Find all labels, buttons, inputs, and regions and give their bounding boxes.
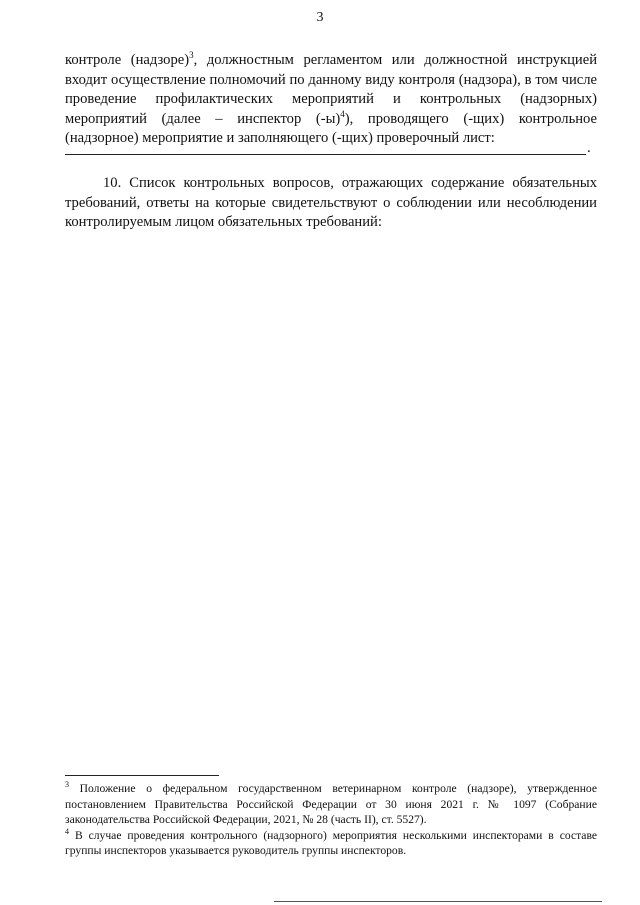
footnote-ref-3: 3 [189, 50, 194, 61]
paragraph-inspector-text-c: ), проводящего (-щих) контрольное (надзорное) мероприятие и заполняющего (-щих) проверочный лист: [65, 110, 597, 146]
paragraph-inspector-text-a: контроле (надзоре) [65, 52, 190, 68]
footnote-3-text: Положение о федеральном государственном ветеринарном контроле (надзоре), утвержденное постановлением Правительства Российской Федерации от 30 июня 2021 г. № 1097 (Собрание законодательства Российской Федерации, 2021, № 28 (часть II), ст. 5527). [65, 782, 597, 827]
paragraph-checklist-questions: 10. Список контрольных вопросов, отражающих содержание обязательных требований, ответы на которые свидетельствуют о соблюдении или несоблюдении контролируемым лицом обязательных требований: [65, 175, 597, 230]
footnote-4-text: В случае проведения контрольного (надзорного) мероприятия несколькими инспекторами в составе группы инспекторов указывается руководитель группы инспекторов. [65, 828, 597, 858]
page-number: 3 [316, 10, 324, 25]
footnote-3-mark: 3 [65, 780, 69, 790]
footnote-ref-4: 4 [340, 108, 345, 119]
footnote-separator [65, 775, 219, 776]
footnotes [65, 781, 597, 859]
blank-fill-line [65, 154, 586, 155]
paragraph-inspector [65, 51, 597, 149]
blank-fill-line-end: . [587, 140, 591, 156]
footnote-4 [65, 828, 597, 859]
footnote-4-mark: 4 [65, 826, 69, 836]
footnote-3 [65, 781, 597, 828]
paragraph-inspector-text-b: , должностным регламентом или должностной инструкцией входит осуществление полномочий по данному виду контроля (надзора), в том числе проведение профилактических мероприятий и контрольных (надзорных) мероприятий (далее – инспектор (-ы) [65, 52, 597, 127]
bottom-scan-edge [274, 901, 602, 902]
